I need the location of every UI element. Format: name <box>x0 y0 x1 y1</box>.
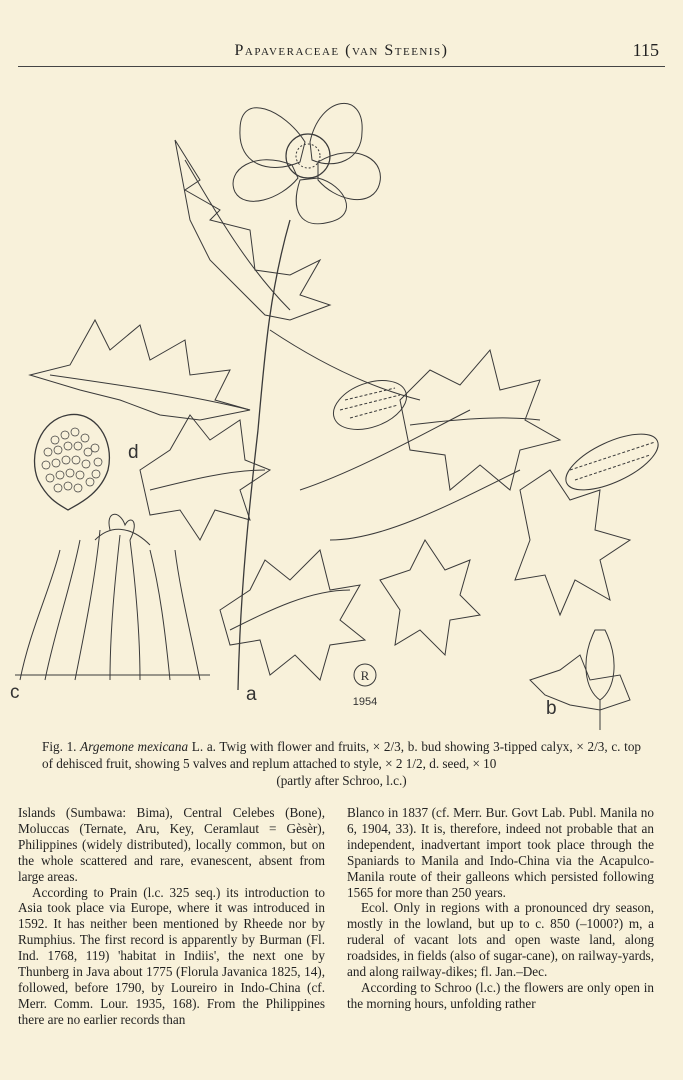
left-paragraph-1: Islands (Sumbawa: Bima), Central Celebes (Bone), Moluccas (Ternate, Aru, Key, Ceramlaut = Gèsèr), Philippines (widely distributed), locally common, but on the whole scattered and rare, evanescent, absent from large areas. <box>18 805 325 884</box>
caption-a: a. Twig with flower and fruits, × 2/3, <box>206 739 405 754</box>
page-number: 115 <box>632 40 659 60</box>
label-c: c <box>10 682 20 703</box>
monogram-letter: R <box>360 668 370 683</box>
left-column <box>18 805 325 1028</box>
leaf-right <box>400 350 560 490</box>
caption-b: b. bud showing 3-tipped calyx, × 2/3, <box>407 739 608 754</box>
leaf-middle-left <box>140 415 270 540</box>
bud-b <box>530 630 630 730</box>
caption-c: c. top of dehisced fruit, showing 5 valves and replum attached to style, × 2 1/2, <box>42 739 642 771</box>
leaf-lower <box>220 550 365 680</box>
leaf-upper-left <box>30 320 250 420</box>
right-column <box>347 805 654 1012</box>
fruit-capsule-center <box>327 371 413 438</box>
right-paragraph-2: Ecol. Only in regions with a pronounced dry season, mostly in the lowland, but up to c. 850 (–1000?) m, a ruderal of vacant lots and open waste land, along roadsides, in fields (also of sugar-cane), on railway-yards, and along railway-dikes; fl. Jan.–Dec. <box>347 900 654 980</box>
argemone-drawing <box>0 70 683 735</box>
leaf-far-right <box>515 470 630 615</box>
leaf-upper <box>175 140 330 320</box>
seed-d <box>35 414 110 510</box>
label-a: a <box>246 684 257 705</box>
figure-caption <box>42 738 641 789</box>
label-b: b <box>546 698 557 719</box>
label-d: d <box>128 442 139 463</box>
caption-prefix: Fig. 1. <box>42 739 77 754</box>
drawing-year: 1954 <box>352 696 378 708</box>
left-paragraph-2: According to Prain (l.c. 325 seq.) its introduction to Asia took place via Europe, where it was introduced in 1592. It has neither been mentioned by Rheede nor by Rumphius. The first record is apparently by Burman (Fl. Ind. 1768, 119) 'habitat in Indiis', the next one by Thunberg in Java about 1775 (Florula Javanica 1825, 14), followed, before 1790, by Loureiro in Indo-China (cf. Merr. Comm. Lour. 1935, 168). From the Philippines there are no earlier records than <box>18 884 325 1027</box>
running-title: Papaveraceae (van Steenis) <box>234 42 449 59</box>
flower <box>233 103 380 223</box>
right-paragraph-3: According to Schroo (l.c.) the flowers are only open in the morning hours, unfolding rather <box>347 979 654 1011</box>
dehisced-fruit-c <box>15 514 210 680</box>
leaf-bottom-mid <box>380 540 480 655</box>
running-header <box>18 38 665 67</box>
caption-species: Argemone mexicana <box>80 739 189 754</box>
fruit-capsule-right <box>558 423 666 502</box>
right-paragraph-1: Blanco in 1837 (cf. Merr. Bur. Govt Lab. Publ. Manila no 6, 1904, 33). It is, therefore, indeed not probable that an independent, inadvertant import took place through the Spaniards to Manila and Indo-China via the Acapulco-Manila route of their galleons which persisted following 1565 for more than 250 years. <box>347 805 654 900</box>
caption-d: d. seed, × 10 <box>429 756 497 771</box>
caption-authority: L. <box>191 739 204 754</box>
botanical-illustration <box>0 70 683 735</box>
caption-credit: (partly after Schroo, l.c.) <box>276 773 407 788</box>
